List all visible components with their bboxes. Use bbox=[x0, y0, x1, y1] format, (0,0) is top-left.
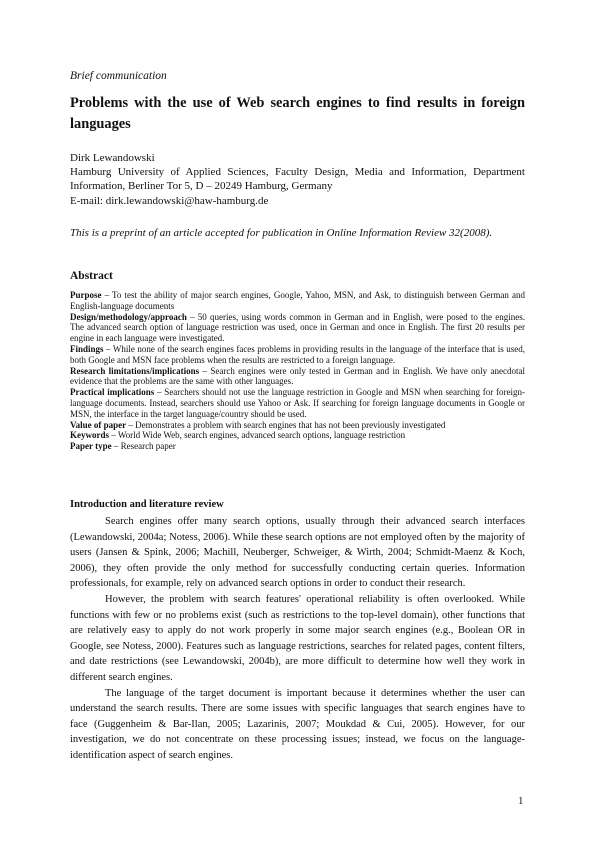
paragraph: The language of the target document is important because it determines whether the user can understand the search results. There are some issues with specific languages that search engines have to face (Guggenheim & Bar-Ilan, 2005; Lazarinis, 2007; Moukdad & Cui, 2005). However, for our investigation, we do not concentrate on these processing issues; instead, we focus on the language-identification aspect of search engines. bbox=[70, 687, 525, 761]
section-heading: Introduction and literature review bbox=[70, 499, 224, 510]
abstract-item bbox=[70, 420, 525, 431]
author-email: E-mail: dirk.lewandowski@haw-hamburg.de bbox=[70, 194, 269, 207]
abstract-text: – To test the ability of major search engines, Google, Yahoo, MSN, and Ask, to distinguish between German and English-language documents bbox=[70, 290, 525, 311]
abstract-text: – Searchers should not use the language restriction in Google and MSN when searching for foreign-language documents. Instead, searchers should use Yahoo or Ask. If searching for foreign language documents in Google or MSN, the interface in the target language/country should be used. bbox=[70, 387, 526, 419]
abstract-item bbox=[70, 312, 525, 344]
abstract-text: – Research paper bbox=[111, 441, 176, 452]
author-block bbox=[70, 151, 525, 208]
preprint-note: This is a preprint of an article accepted for publication in Online Information Review 32(2008). bbox=[70, 227, 493, 239]
abstract-label: Research limitations/implications bbox=[70, 365, 200, 376]
abstract-item bbox=[70, 387, 525, 419]
abstract-label: Purpose bbox=[70, 290, 102, 300]
abstract-label: Practical implications bbox=[70, 387, 155, 398]
abstract-label: Paper type bbox=[70, 441, 112, 452]
abstract-label: Value of paper bbox=[70, 419, 127, 430]
paper-title: Problems with the use of Web search engines to find results in foreign languages bbox=[70, 95, 525, 132]
abstract-text: – While none of the search engines faces problems in providing results in the language of the interface that is used, both Google and MSN face problems when the results are restricted to a foreign language. bbox=[70, 343, 525, 365]
abstract-item bbox=[70, 344, 525, 366]
paragraph: Search engines offer many search options, usually through their advanced search interfaces (Lewandowski, 2004a; Notess, 2006). While these search options are not employed often by the majority of users (Jansen & Spink, 2006; Machill, Neuberger, Schweiger, & Wirth, 2004; Schmidt-Maenz & Koch, 2006), they often provide the only method for successfully conducting certain queries. Information professionals, for example, rely on advanced search options in order to conduct their research. bbox=[70, 516, 525, 590]
abstract-item bbox=[70, 290, 525, 312]
author-affiliation: Hamburg University of Applied Sciences, Faculty Design, Media and Information, Department Information, Berliner Tor 5, D – 20249 Hamburg, Germany bbox=[70, 166, 525, 193]
author-name: Dirk Lewandowski bbox=[70, 152, 155, 164]
abstract-heading: Abstract bbox=[70, 270, 113, 282]
article-type: Brief communication bbox=[70, 70, 167, 82]
page-number: 1 bbox=[518, 795, 524, 807]
introduction-body bbox=[70, 514, 525, 764]
paragraph: However, the problem with search features' operational reliability is often overlooked. While functions with few or no problems exist (such as restrictions to the top-level domain), other functions that are relatively easy to apply do not work properly in some major search engines (e.g., Boolean OR in Google, see Notess, 2000). Features such as language restrictions, searches for related pages, content filters, and date restrictions (see Lewandowski, 2004b), are more difficult to determine how well they work in different search engines. bbox=[70, 593, 525, 683]
abstract-item bbox=[70, 441, 525, 452]
abstract-text: – Search engines were only tested in German and in English. We have only anecdotal evidence that the problems are the same with other languages. bbox=[70, 365, 525, 387]
abstract-text: – 50 queries, using words common in German and in English, were posed to the engines. The advanced search option of language restriction was used, once in German and once in English. The first 20 results per engine in each language were investigated. bbox=[70, 311, 525, 344]
abstract-label: Design/methodology/approach bbox=[70, 311, 187, 322]
abstract-body bbox=[70, 290, 525, 452]
abstract-item bbox=[70, 430, 525, 441]
abstract-text: – Demonstrates a problem with search engines that has not been previously investigated bbox=[126, 419, 446, 430]
abstract-item bbox=[70, 366, 525, 388]
abstract-label: Keywords bbox=[70, 430, 109, 441]
abstract-label: Findings bbox=[70, 343, 104, 354]
abstract-text: – World Wide Web, search engines, advanced search options, language restriction bbox=[109, 430, 406, 441]
